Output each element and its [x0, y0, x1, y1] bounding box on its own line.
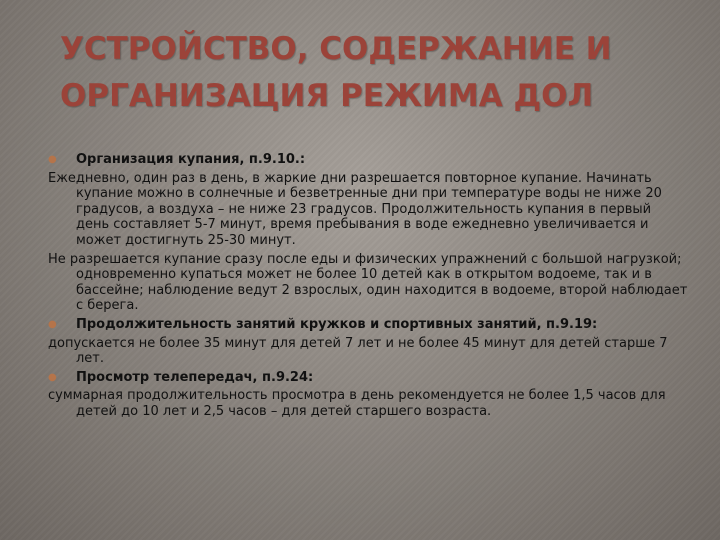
bullet-icon: ●	[48, 371, 57, 383]
slide-content	[48, 152, 688, 420]
bullet-icon: ●	[48, 318, 57, 330]
section-heading-text: Просмотр телепередач, п.9.24:	[76, 369, 314, 385]
section-paragraph: допускается не более 35 минут для детей 7 лет и не более 45 минут для детей старше 7 лет.	[48, 335, 668, 367]
section-heading-text: Организация купания, п.9.10.:	[76, 152, 306, 167]
section-paragraph: суммарная продолжительность просмотра в день рекомендуется не более 1,5 часов для детей до 10 лет и 2,5 часов – для детей старшего возраста.	[48, 388, 666, 419]
section-paragraph: Ежедневно, один раз в день, в жаркие дни разрешается повторное купание. Начинать купание можно в солнечные и безветренные дни при температуре воды не ниже 20 градусов, а воздуха – не ниже 23 градусов. Продолжительность купания в первый день составляет 5-7 минут, время пребывания в воде ежедневно увеличивается и может достигнуть 25-30 минут.	[48, 170, 662, 248]
section-heading	[48, 317, 688, 333]
section-heading-text: Продолжительность занятий кружков и спортивных занятий, п.9.19:	[76, 316, 598, 332]
slide-title: УСТРОЙСТВО, СОДЕРЖАНИЕ И ОРГАНИЗАЦИЯ РЕЖИМА ДОЛ	[60, 31, 612, 114]
section-heading	[48, 152, 688, 168]
section-paragraph: Не разрешается купание сразу после еды и физических упражнений с большой нагрузкой; одновременно купаться может не более 10 детей как в открытом водоеме, так и в бассейне; наблюдение ведут 2 взрослых, один находится в водоеме, второй наблюдает с берега.	[48, 251, 688, 314]
section-heading	[48, 370, 688, 386]
bullet-icon: ●	[48, 154, 57, 165]
